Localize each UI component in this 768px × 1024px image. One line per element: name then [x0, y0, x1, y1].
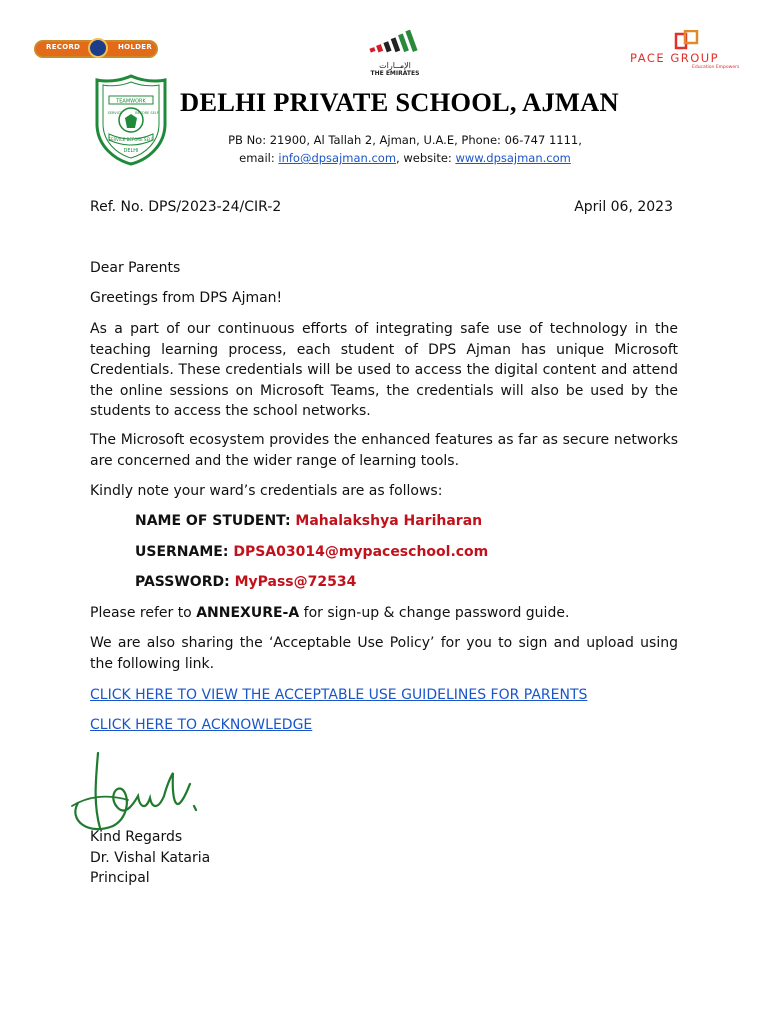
principal-title: Principal: [90, 870, 150, 886]
password-value: MyPass@72534: [234, 574, 357, 590]
username-label: USERNAME:: [135, 544, 229, 560]
paragraph-1: As a part of our continuous efforts of integrating safe use of technology in the teaching learning process, each student of DPS Ajman has unique Microsoft Credentials. These credentials will be used to access the digital content and attend the online sessions on Microsoft Teams, the credentials will also be used by the students to access the school networks.: [90, 321, 678, 419]
crest-left-text: SERVICE: [107, 111, 123, 115]
username-row: [135, 542, 488, 563]
student-name-row: [135, 511, 482, 532]
principal-name: Dr. Vishal Kataria: [90, 850, 211, 866]
student-name-value: Mahalakshya Hariharan: [295, 513, 483, 529]
letter-date: April 06, 2023: [574, 199, 673, 215]
pace-group-tagline: Education Empowers: [692, 65, 740, 70]
school-name: DELHI PRIVATE SCHOOL, AJMAN: [180, 87, 619, 117]
contact-line: [170, 149, 640, 167]
school-crest-icon: [95, 74, 167, 166]
paragraph-3: We are also sharing the ‘Acceptable Use Policy’ for you to sign and upload using the following link.: [90, 635, 678, 672]
annexure-prefix: Please refer to: [90, 605, 197, 621]
crest-right-text: BEFORE SELF: [135, 111, 159, 115]
reference-number: Ref. No. DPS/2023-24/CIR-2: [90, 199, 282, 215]
email-prefix: email:: [239, 151, 279, 165]
annexure-suffix: for sign-up & change password guide.: [299, 605, 570, 621]
acknowledge-link[interactable]: CLICK HERE TO ACKNOWLEDGE: [90, 717, 313, 733]
annexure-bold: ANNEXURE-A: [196, 605, 300, 621]
pace-group-name: PACE GROUP: [630, 51, 720, 65]
password-label: PASSWORD:: [135, 574, 230, 590]
pace-p-icon: [674, 30, 700, 50]
password-row: [135, 572, 356, 593]
record-badge-left-text: RECORD: [46, 43, 81, 51]
salutation: Dear Parents: [90, 260, 181, 276]
the-emirates-logo: [365, 28, 425, 78]
crest-bottom-text: DELHI: [123, 148, 139, 154]
paragraph-2: The Microsoft ecosystem provides the enhanced features as far as secure networks are concerned and the wider range of learning tools.: [90, 432, 678, 469]
student-name-label: NAME OF STUDENT:: [135, 513, 291, 529]
emirates-stripes-icon: [365, 28, 425, 58]
pace-group-logo: [626, 30, 750, 72]
website-link[interactable]: www.dpsajman.com: [455, 151, 571, 165]
username-value: DPSA03014@mypaceschool.com: [233, 544, 489, 560]
guidelines-link[interactable]: CLICK HERE TO VIEW THE ACCEPTABLE USE GUIDELINES FOR PARENTS: [90, 687, 588, 703]
crest-scroll-text: SERVICE BEFORE SELF: [108, 137, 154, 142]
record-badge-right-text: HOLDER: [118, 43, 153, 51]
website-prefix: , website:: [396, 151, 456, 165]
crest-top-text: TEAMWORK: [116, 98, 146, 105]
email-link[interactable]: info@dpsajman.com: [278, 151, 397, 165]
credentials-intro: Kindly note your ward’s credentials are as follows:: [90, 483, 443, 499]
emirates-english-text: THE EMIRATES: [370, 70, 420, 77]
address-line: PB No: 21900, Al Tallah 2, Ajman, U.A.E, Phone: 06-747 1111,: [228, 133, 582, 147]
record-holder-badge: [34, 40, 158, 58]
greeting: Greetings from DPS Ajman!: [90, 290, 283, 306]
closing: Kind Regards: [90, 829, 183, 845]
globe-icon: [88, 38, 108, 58]
annexure-line: [90, 603, 569, 624]
emirates-arabic-text: الإمــارات: [379, 61, 411, 70]
